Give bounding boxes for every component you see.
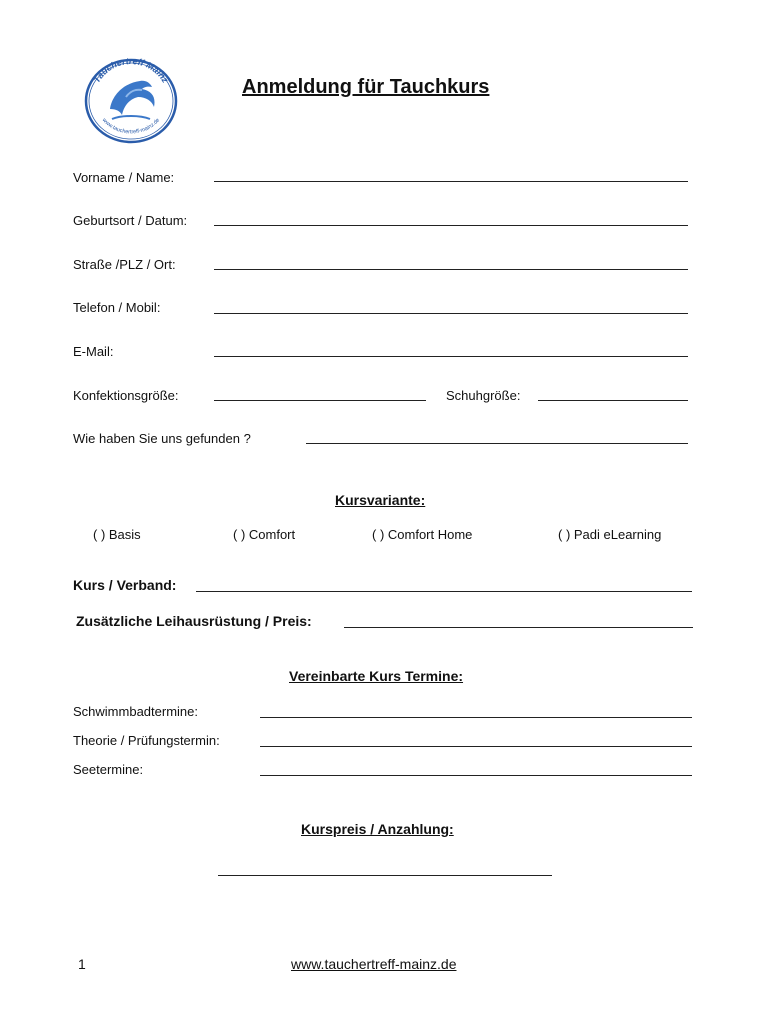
rental-equipment-field[interactable] — [344, 627, 693, 628]
phone-label: Telefon / Mobil: — [73, 300, 161, 315]
price-field[interactable] — [218, 875, 552, 876]
page-title: Anmeldung für Tauchkurs — [242, 76, 490, 98]
found-us-label: Wie haben Sie uns gefunden ? — [73, 431, 251, 446]
address-field[interactable] — [214, 269, 688, 270]
option-padi-elearning[interactable]: ( ) Padi eLearning — [558, 527, 662, 542]
option-comfort-home[interactable]: ( ) Comfort Home — [372, 527, 473, 542]
email-label: E-Mail: — [73, 344, 114, 359]
shoe-size-label: Schuhgröße: — [446, 388, 521, 403]
course-association-label: Kurs / Verband: — [73, 577, 177, 593]
course-dates-heading: Vereinbarte Kurs Termine: — [289, 668, 464, 684]
rental-equipment-label: Zusätzliche Leihausrüstung / Preis: — [76, 613, 312, 629]
course-variant-heading: Kursvariante: — [335, 492, 426, 508]
clothing-size-field[interactable] — [214, 400, 426, 401]
birth-field[interactable] — [214, 225, 688, 226]
option-comfort[interactable]: ( ) Comfort — [233, 527, 296, 542]
course-association-field[interactable] — [196, 591, 692, 592]
phone-field[interactable] — [214, 313, 688, 314]
option-basis[interactable]: ( ) Basis — [93, 527, 141, 542]
email-field[interactable] — [214, 356, 688, 357]
name-label: Vorname / Name: — [73, 170, 175, 185]
pool-dates-label: Schwimmbadtermine: — [73, 704, 198, 719]
page-number: 1 — [78, 956, 86, 972]
theory-exam-field[interactable] — [260, 746, 692, 747]
name-field[interactable] — [214, 181, 688, 182]
lake-dates-label: Seetermine: — [73, 762, 144, 777]
found-us-field[interactable] — [306, 443, 688, 444]
clothing-size-label: Konfektionsgröße: — [73, 388, 179, 403]
shoe-size-field[interactable] — [538, 400, 688, 401]
lake-dates-field[interactable] — [260, 775, 692, 776]
address-label: Straße /PLZ / Ort: — [73, 257, 176, 272]
footer-url[interactable]: www.tauchertreff-mainz.de — [291, 956, 457, 972]
logo-text-bottom: www.tauchertreff-mainz.de — [100, 117, 162, 136]
pool-dates-field[interactable] — [260, 717, 692, 718]
price-heading: Kurspreis / Anzahlung: — [301, 821, 454, 837]
theory-exam-label: Theorie / Prüfungstermin: — [73, 733, 220, 748]
logo — [82, 57, 180, 145]
birth-label: Geburtsort / Datum: — [73, 213, 188, 228]
logo-text-top: Tauchertreff Mainz — [91, 57, 171, 85]
